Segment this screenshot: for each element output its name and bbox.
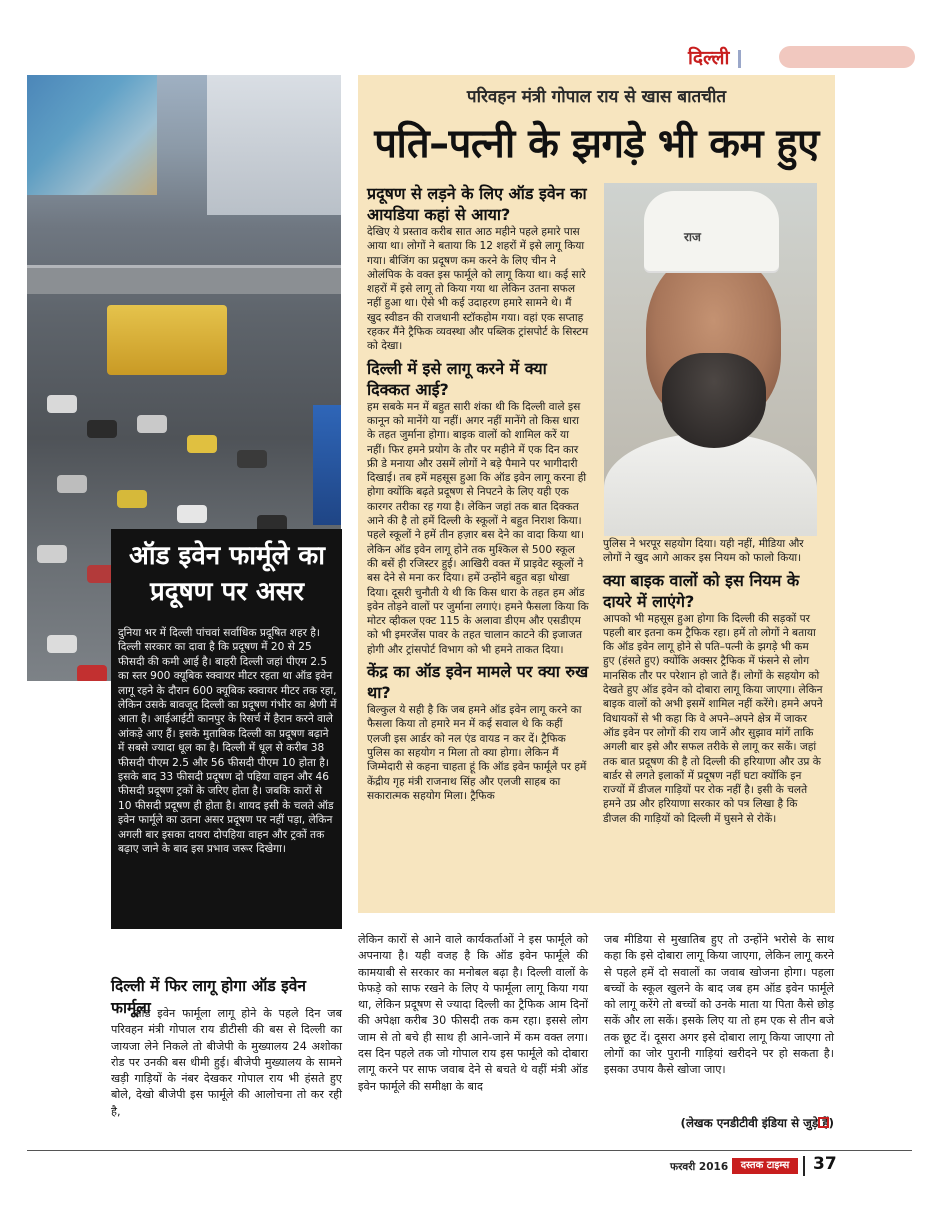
main-headline: पति–पत्नी के झगड़े भी कम हुए	[374, 121, 819, 167]
story-column-2: लेकिन कारों से आने वाले कार्यकर्ताओं ने इस फार्मूले को अपनाया है। यही वजह है कि ऑड इवेन फार्मूले की कामयाबी से सरकार का मनोबल बढ़ा है। दिल्ली वालों के फेफड़े को साफ रखने के लिए ये फार्मूला लागू किया गया था, लेकिन प्रदूषण से ज्यादा दिल्ली का ट्रैफिक आम दिनों की अपेक्षा करीब 30 फीसदी तक कम रहा। इससे लोग जाम से तो बचे ही साथ ही आने-जाने में कम वक्त लगा। दस दिन पहले तक जो गोपाल राय इस फार्मूले को दोबारा लागू करने पर साफ जवाब देने से बचते थे वहीं मंत्री ऑड इवेन फार्मूले की समीक्षा के बाद	[358, 933, 588, 1093]
page-number: 37	[813, 1154, 837, 1174]
sidebar-body: दुनिया भर में दिल्ली पांचवां सर्वाधिक प्रदूषित शहर है। दिल्ली सरकार का दावा है कि प्रदूषण में 20 से 25 फीसदी की कमी आई है। बाहरी दिल्ली जहां पीएम 2.5 का स्तर 900 क्यूबिक स्क्वायर मीटर रहता था ऑड इवेन लागू रहने के दौरान 600 क्यूबिक स्क्वायर मीटर तक रहा, लेकिन उसके बावजूद दिल्ली का प्रदूषण गंभीर का श्रेणी में आता है। आईआईटी कानपुर के रिसर्च में हैरान करने वाले आंकड़े आए हैं। इसके मुताबिक दिल्ली का प्रदूषण बढ़ाने में सबसे ज्यादा धूल का है। दिल्ली में धूल से करीब 38 फीसदी पीएम 2.5 और 56 फीसदी पीएम 10 होता है। इसके बाद 33 फीसदी प्रदूषण दो पहिया वाहन और 46 फीसदी प्रदूषण ट्रकों के जरिए होता है। जबकि कारों से 10 फीसदी प्रदूषण ही होता है। शायद इसी के चलते ऑड इवेन फार्मूले का उतना असर प्रदूषण पर नहीं पड़ा, लेकिन अगली बार इसका दायरा दोपहिया वाहन और ट्रकों तक बढ़ाए जाने के बाद इस प्रभाव जरूर दिखेगा।	[118, 627, 337, 856]
answer-4: आपको भी महसूस हुआ होगा कि दिल्ली की सड़कों पर पहली बार इतना कम ट्रैफिक रहा। हमें तो लोगों ने बताया कि ऑड इवेन लागू होने से पति–पत्नी के झगड़े भी कम हुए (हंसते हुए) क्योंकि अक्सर ट्रैफिक में फंसने से लोग मानसिक तौर पर परेशान हो जाते हैं। लोगों के सहयोग को देखते हुए ऑड इवेन को दोबारा लागू किया जाएगा। लेकिन बाइक वालों को अभी इसमें शामिल नहीं करेंगे। हमने अपने विधायकों से भी कहा कि वे अपने–अपने क्षेत्र में जाकर ऑड इवेन पर लोगों की राय जानें और सुझाव मांगें ताकि अगली बार इसे और सफल तरीके से लागू कर सकें। जहां तक बात प्रदूषण की है तो दिल्ली की हरियाणा और उप्र के बार्डर से लगते इलाकों में प्रदूषण नहीं घटा क्योंकि इन राज्यों में डीजल गाड़ियों पर रोक नहीं है। इसी के चलते हमने उप्र और हरियाणा सरकार को पत्र लिखा है कि डीजल की गाड़ियों को दिल्ली में घुसने से रोकें।	[603, 612, 823, 825]
portrait-shirt	[604, 433, 817, 536]
section-decoration	[779, 46, 915, 68]
story-heading: दिल्ली में फिर लागू होगा ऑड इवेन फार्मूला	[111, 977, 306, 1017]
interview-column-right	[603, 537, 823, 826]
footer-rule	[27, 1150, 912, 1151]
portrait-beard	[662, 353, 766, 448]
yellow-bus-graphic	[107, 305, 227, 375]
story-column-1: ऑड इवेन फार्मूला लागू होने के पहले दिन जब परिवहन मंत्री गोपाल राय डीटीसी की बस से दिल्ली का जायजा लेने निकले तो बीजेपी के मुख्यालय 24 अशोका रोड पर उनकी बस धीमी हुई। बीजेपी मुख्यालय के सामने खड़ी गाड़ियों के नंबर देखकर गोपाल राय भी हंसते हुए बोले, देखो बीजेपी इस फार्मूले की आलोचना तो कर रही है,	[111, 1007, 342, 1118]
car-graphic	[77, 665, 107, 681]
section-name: दिल्ली	[688, 47, 730, 69]
answer-3: बिल्कुल ये सही है कि जब हमने ऑड इवेन लागू करने का फैसला किया तो हमारे मन में कई सवाल थे कि कहीं एलजी इस आर्डर को नल एंड वायड न कर दें। ट्रैफिक पुलिस का सहयोग न मिला तो क्या होगा। लेकिन मैं जिम्मेदारी से कहना चाहता हूं कि ऑड इवेन फार्मूले पर हमें केंद्रीय गृह मंत्री राजनाथ सिंह और एलजी साहब का सकारात्मक सहयोग मिला। ट्रैफिक	[367, 704, 587, 802]
car-graphic	[137, 415, 167, 433]
car-graphic	[187, 435, 217, 453]
portrait-cap-text: राज	[684, 230, 701, 244]
car-graphic	[237, 450, 267, 468]
car-graphic	[177, 505, 207, 523]
car-graphic	[47, 395, 77, 413]
billboard-graphic	[27, 75, 157, 195]
minister-portrait	[604, 183, 817, 536]
footer-divider	[803, 1156, 805, 1176]
story-column-3: जब मीडिया से मुखातिब हुए तो उन्होंने भरोसे के साथ कहा कि इसे दोबारा लागू किया जाएगा, लेकिन लागू करने से पहले हमें दो सवालों का जवाब खोजना होगा। पहला बच्चों के स्कूल खुलने के बाद जब हम ऑड इवेन फार्मूले को लागू करेंगे तो बच्चों को उनके माता या पिता कैसे छोड़ सकें और ला सकें। इसके लिए या तो हम एक से तीन बजे तक छूट दें। दूसरा अगर इसे दोबारा लागू किया जाएगा तो लोगों का जोर पुरानी गाड़ियां खरीदने पर हो सकता है। इसका उपाय कैसे खोजा जाए।	[604, 933, 834, 1077]
end-mark-icon	[818, 1117, 829, 1128]
publication-logo: दस्तक टाइम्स	[732, 1158, 798, 1174]
building-graphic	[207, 75, 341, 215]
author-credit: (लेखक एनडीटीवी इंडिया से जुड़े हैं)	[680, 1116, 834, 1130]
question-1: प्रदूषण से लड़ने के लिए ऑड इवेन का आयडिया कहां से आया?	[367, 184, 587, 224]
answer-2: हम सबके मन में बहुत सारी शंका थी कि दिल्ली वाले इस कानून को मानेंगे या नहीं। अगर नहीं मानेंगे तो किस धारा के तहत जुर्माना होगा। बाइक वालों को शामिल करें या नहीं। फिर हमने प्रयोग के तौर पर महीने में एक दिन कार फ्री डे मनाया और उसमें लोगों ने बड़े पैमाने पर भागीदारी दिखाई। तब हमें महसूस हुआ कि ऑड इवेन लागू करना ही होगा क्योंकि बढ़ते प्रदूषण से निपटने के लिए यही एक कारगर तरीका रह गया है। लेकिन जहां तक बात दिक्कत आने की है तो हमें दिल्ली के स्कूलों ने बहुत निराश किया। पहले स्कूलों ने हमें तीन हज़ार बस देने का वादा किया था। लेकिन ऑड इवेन लागू होने तक मुश्किल से 500 स्कूल की बसें ही रजिस्टर हुई। आखिरी वक्त में प्राइवेट स्कूलों ने बस देने से मना कर दिया। हमें उन्होंने बहुत बड़ा धोखा दिया। दूसरी चुनौती ये थी कि किस धारा के तहत हम ऑड इवेन तोड़ने वालों पर जुर्माना लगाएं। हमने फैसला किया कि मोटर व्हीकल एक्ट 115 के अलावा डीएम और एसडीएम को भी इमरजेंस पावर के तहत चालान काटने की इजाजत होगी और ट्रांसपोर्ट विभाग को भी हमने ताकत दिया।	[367, 400, 589, 656]
question-4: क्या बाइक वालों को इस नियम के दायरे में लाएंगे?	[603, 570, 800, 611]
car-graphic	[47, 635, 77, 653]
overpass-graphic	[27, 265, 341, 294]
sidebar-title: ऑड इवेन फार्मूले का प्रदूषण पर असर	[129, 541, 325, 607]
car-graphic	[57, 475, 87, 493]
car-graphic	[37, 545, 67, 563]
interview-kicker: परिवहन मंत्री गोपाल राय से खास बातचीत	[466, 87, 727, 107]
interview-column-left	[367, 183, 589, 803]
blue-bus-graphic	[313, 405, 341, 525]
answer-3-continued: पुलिस ने भरपूर सहयोग दिया। यही नहीं, मीडिया और लोगों ने खुद आगे आकर इस नियम को फालो किया।	[603, 538, 804, 565]
question-2: दिल्ली में इसे लागू करने में क्या दिक्कत आई?	[367, 358, 547, 399]
footer-date: फरवरी 2016	[670, 1161, 729, 1173]
car-graphic	[117, 490, 147, 508]
question-3: केंद्र का ऑड इवेन मामले पर क्या रुख था?	[367, 662, 589, 703]
portrait-cap	[644, 191, 779, 271]
section-divider	[738, 50, 741, 68]
car-graphic	[87, 420, 117, 438]
answer-1: देखिए ये प्रस्ताव करीब सात आठ महीने पहले हमारे पास आया था। लोगों ने बताया कि 12 शहरों में इसे लागू किया गया। बीजिंग का प्रदूषण कम करने के लिए चीन ने ओलंपिक के वक्त इस फार्मूले को लागू किया था। कई सारे शहरों में इसे लागू तो किया गया था लेकिन उतना सफल नहीं हुआ था। ऐसे भी कई उदाहरण हमारे सामने थे। मैं खुद स्वीडन की राजधानी स्टॉकहोम गया। वहां एक सप्ताह रहकर मैंने ट्रैफिक व्यवस्था और पब्लिक ट्रांसपोर्ट के सिस्टम को देखा।	[367, 226, 589, 353]
